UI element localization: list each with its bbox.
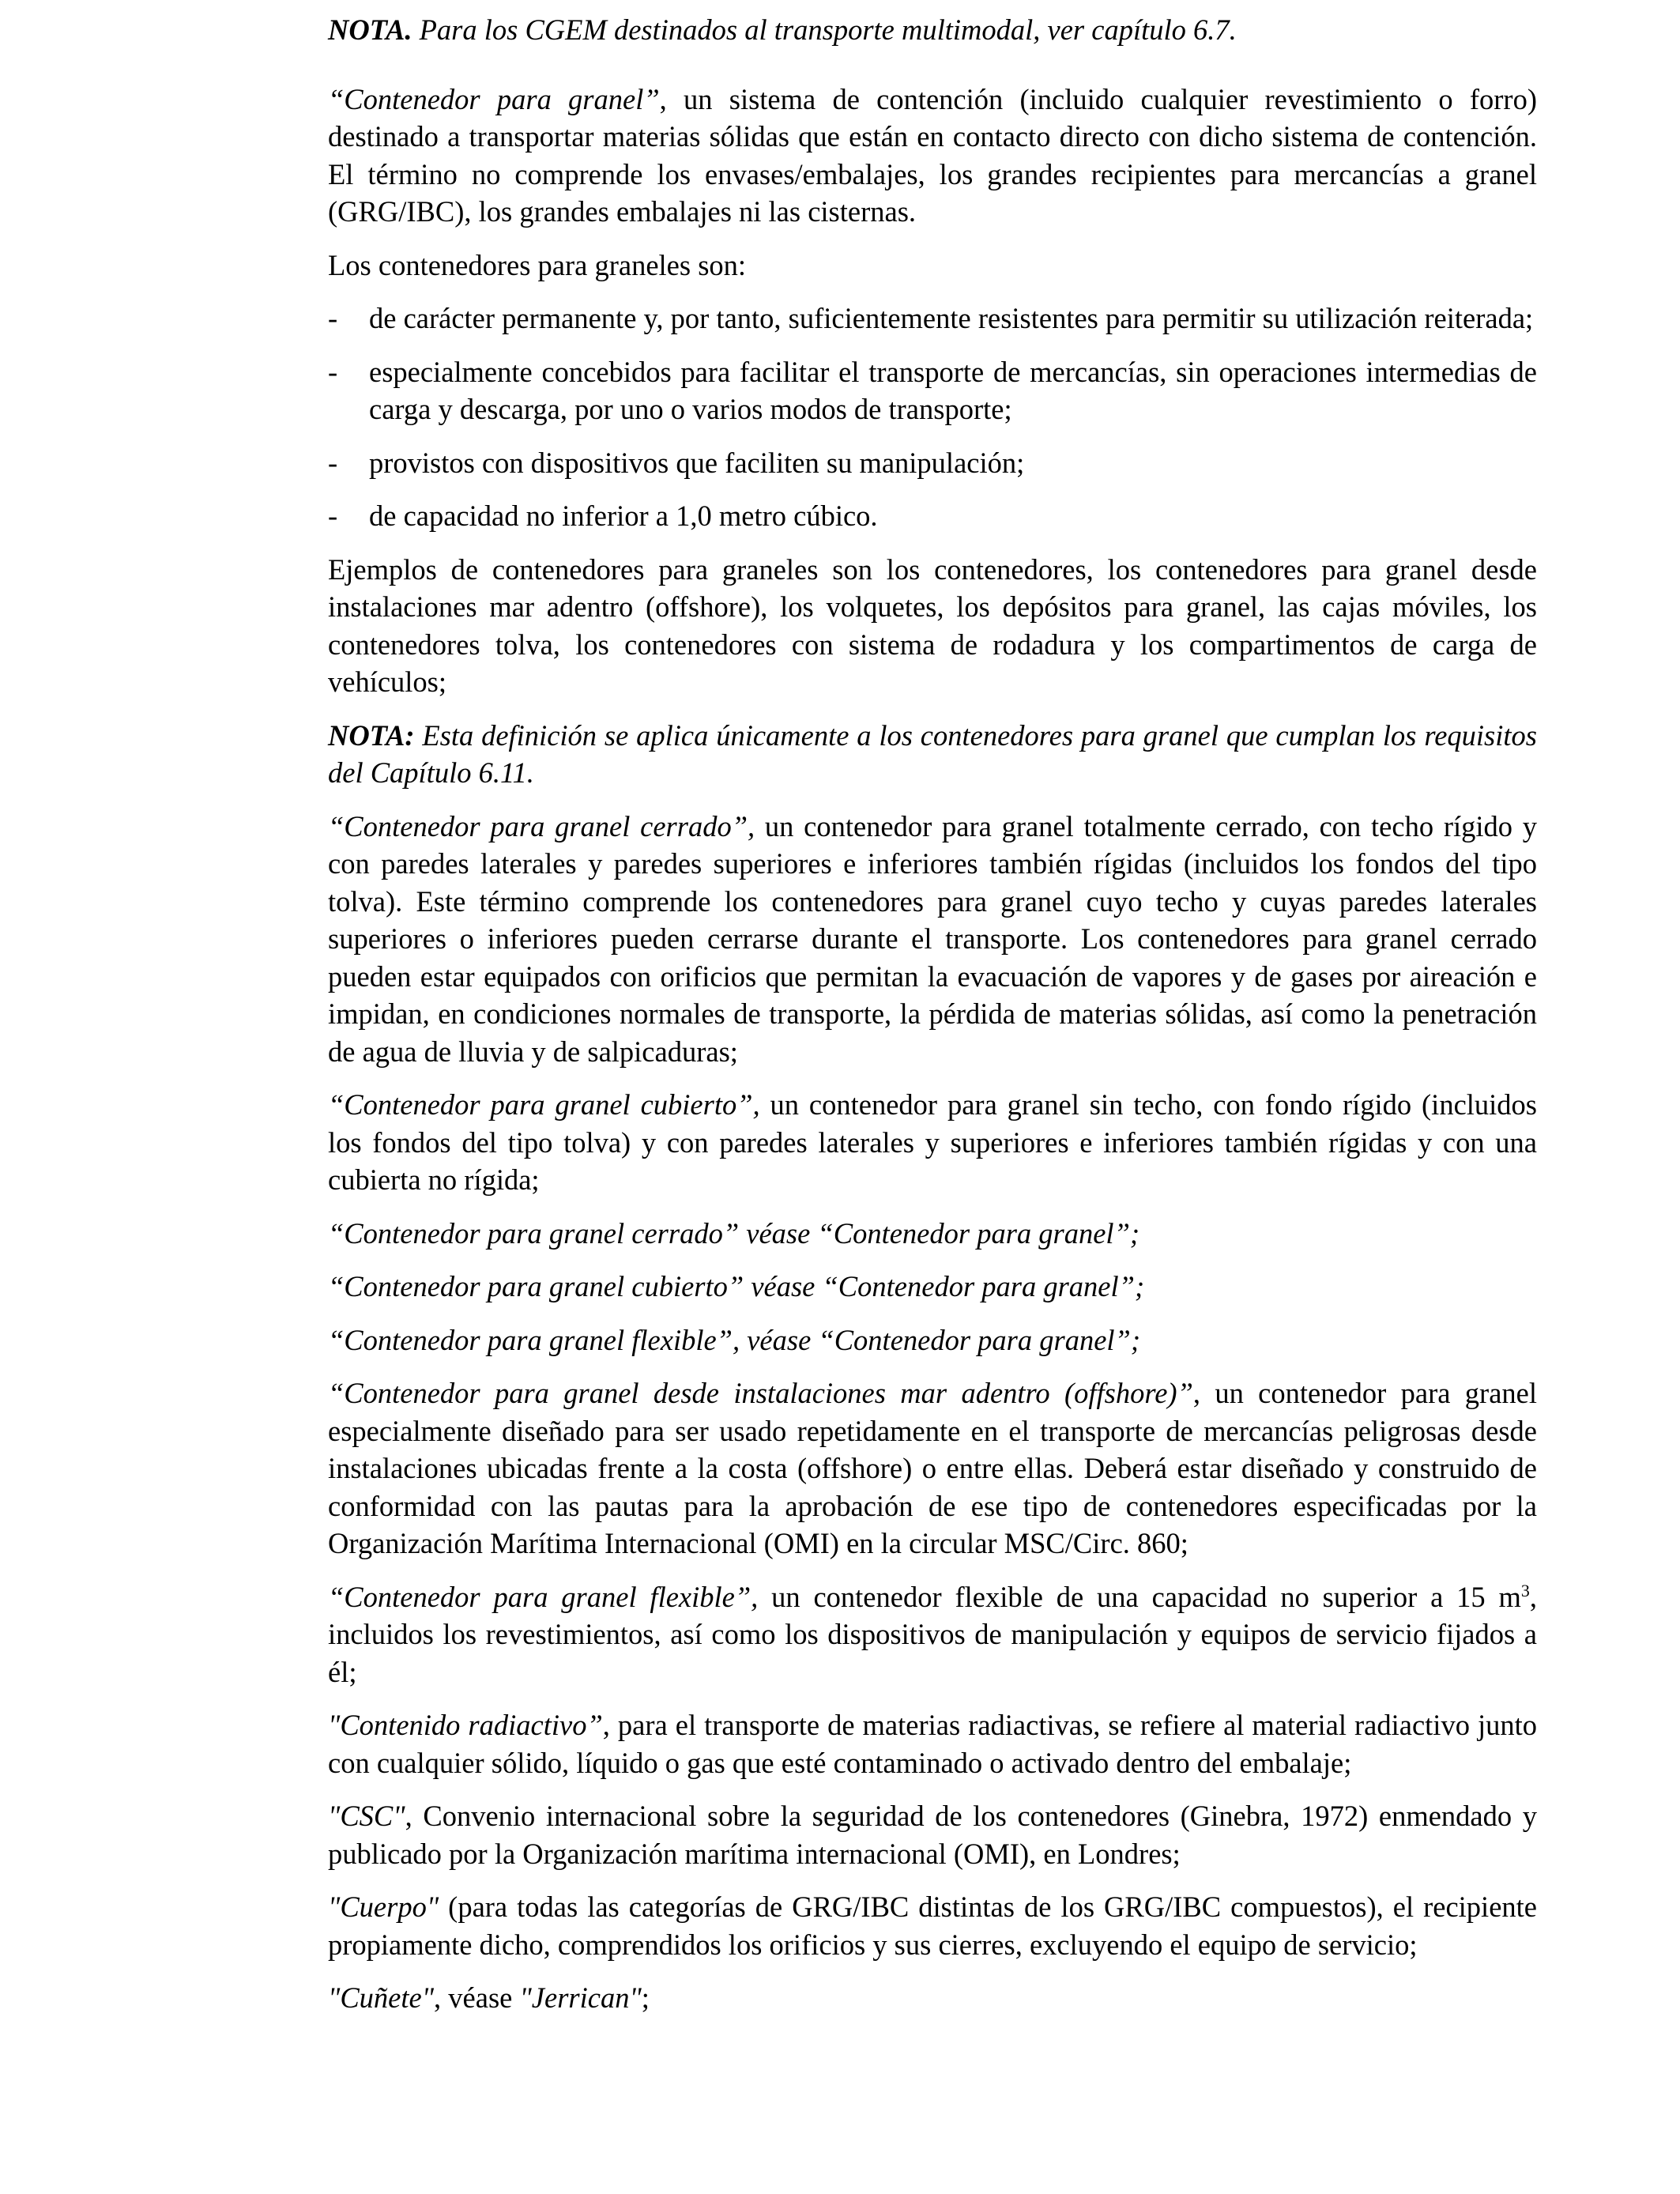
list-item-text: de carácter permanente y, por tanto, suficientemente resistentes para permitir su utilización reiterada; (369, 302, 1534, 334)
definition-term: “Contenedor para granel cubierto”, (328, 1088, 760, 1121)
list-item (328, 497, 1537, 535)
examples-paragraph: Ejemplos de contenedores para graneles son los contenedores, los contenedores para granel desde instalaciones mar adentro (offshore), los volquetes, los depósitos para granel, las cajas móviles, los contenedores tolva, los contenedores con sistema de rodadura y los compartimentos de carga de vehículos; (328, 552, 1537, 698)
cross-reference-term: "Jerrican" (519, 1981, 642, 2014)
superscript-exponent: 3 (1520, 1580, 1530, 1600)
list-item-text: provistos con dispositivos que faciliten su manipulación; (369, 446, 1025, 479)
list-item-text: de capacidad no inferior a 1,0 metro cúbico. (369, 499, 878, 532)
definition-text: un contenedor para granel totalmente cerrado, con techo rígido y con paredes laterales y paredes superiores e inferiores también rígidas (incluidos los fondos del tipo tolva). Este término comprende los contenedores para granel cuyo techo y cuyas paredes laterales superiores o inferiores pueden cerrarse durante el transporte. Los contenedores para granel cerrado pueden estar equipados con orificios que permitan la evacuación de vapores y de gases por aireación e impidan, en condiciones normales de transporte, la pérdida de materias sólidas, así como la penetración de agua de lluvia y de salpicaduras; (328, 809, 1538, 1068)
definition-contenedor-granel (328, 81, 1537, 231)
definition-text: , para el transporte de materias radiactivas, se refiere al material radiactivo junto con cualquier sólido, líquido o gas que esté contaminado o activado dentro del embalaje; (328, 1709, 1538, 1779)
note-multimodal (328, 11, 1537, 49)
definition-text: , un contenedor para granel especialmente diseñado para ser usado repetidamente en el transporte de mercancías peligrosas desde instalaciones ubicadas frente a la costa (offshore) o entre ellas. Deberá estar diseñado y construido de conformidad con las pautas para la aprobación de ese tipo de contenedores especificadas por la Organización Marítima Internacional (OMI) en la circular MSC/Circ. 860; (328, 1377, 1537, 1559)
definition-text: un contenedor flexible de una capacidad no superior a 15 m (758, 1580, 1521, 1613)
definition-text-continued: , incluidos los revestimientos, así como los dispositivos de manipulación y equipos de servicio fijados a él; (328, 1580, 1537, 1688)
definition-csc (328, 1797, 1537, 1872)
definition-granel-offshore (328, 1374, 1537, 1563)
list-dash: - (328, 446, 338, 479)
definition-text: , véase (434, 1981, 520, 2014)
list-dash: - (328, 302, 338, 334)
definition-term: "CSC" (328, 1800, 405, 1832)
definition-cunete (328, 1979, 1537, 2017)
definition-term: “Contenedor para granel flexible”, (328, 1580, 759, 1613)
definition-end: ; (641, 1981, 650, 2014)
cross-reference-cerrado: “Contenedor para granel cerrado” véase “Contenedor para granel”; (328, 1216, 1140, 1250)
note-label: NOTA. (328, 13, 412, 46)
definition-text: , un sistema de contención (incluido cualquier revestimiento o forro) destinado a transportar materias sólidas que están en contacto directo con dicho sistema de contención. El término no comprende los envases/embalajes, los grandes recipientes para mercancías a granel (GRG/IBC), los grandes embalajes ni las cisternas. (328, 82, 1537, 228)
definition-term: “Contenedor para granel cerrado”, (328, 809, 755, 843)
definition-granel-flexible (328, 1578, 1537, 1691)
note-text: Esta definición se aplica únicamente a los contenedores para granel que cumplan los requisitos del Capítulo 6.11. (328, 718, 1537, 789)
definition-text: , Convenio internacional sobre la seguridad de los contenedores (Ginebra, 1972) enmendado y publicado por la Organización marítima internacional (OMI), en Londres; (328, 1800, 1537, 1870)
definition-term: “Contenedor para granel” (328, 82, 660, 115)
list-item-text: especialmente concebidos para facilitar el transporte de mercancías, sin operaciones intermedias de carga y descarga, por uno o varios modos de transporte; (369, 355, 1537, 425)
list-intro: Los contenedores para graneles son: (328, 248, 747, 281)
list-item (328, 353, 1537, 428)
list-dash: - (328, 499, 338, 532)
note-label: NOTA: (328, 718, 415, 752)
definition-term: "Cuerpo" (328, 1891, 439, 1923)
definition-text: (para todas las categorías de GRG/IBC distintas de los GRG/IBC compuestos), el recipiente propiamente dicho, comprendidos los orificios y sus cierres, excluyendo el equipo de servicio; (328, 1891, 1537, 1961)
list-item (328, 300, 1537, 337)
note-text: Para los CGEM destinados al transporte multimodal, ver capítulo 6.7. (412, 13, 1237, 46)
list-dash: - (328, 355, 338, 388)
cross-reference-cubierto: “Contenedor para granel cubierto” véase “Contenedor para granel”; (328, 1270, 1145, 1302)
definition-contenido-radiactivo (328, 1706, 1537, 1781)
document-page (328, 11, 1537, 2033)
characteristics-list (328, 300, 1537, 535)
definition-term: “Contenedor para granel desde instalaciones mar adentro (offshore)” (328, 1377, 1193, 1409)
definition-cuerpo (328, 1888, 1537, 1963)
cross-reference-flexible: “Contenedor para granel flexible”, véase “Contenedor para granel”; (328, 1323, 1141, 1356)
definition-term: "Cuñete" (328, 1981, 435, 2014)
definition-granel-cubierto (328, 1086, 1537, 1199)
note-chapter-611 (328, 717, 1537, 792)
list-item (328, 444, 1537, 482)
definition-term: "Contenido radiactivo” (328, 1709, 603, 1741)
definition-granel-cerrado (328, 808, 1537, 1071)
definition-text: un contenedor para granel sin techo, con fondo rígido (incluidos los fondos del tipo tolva) y con paredes laterales y superiores e inferiores también rígidas y con una cubierta no rígida; (328, 1088, 1538, 1196)
